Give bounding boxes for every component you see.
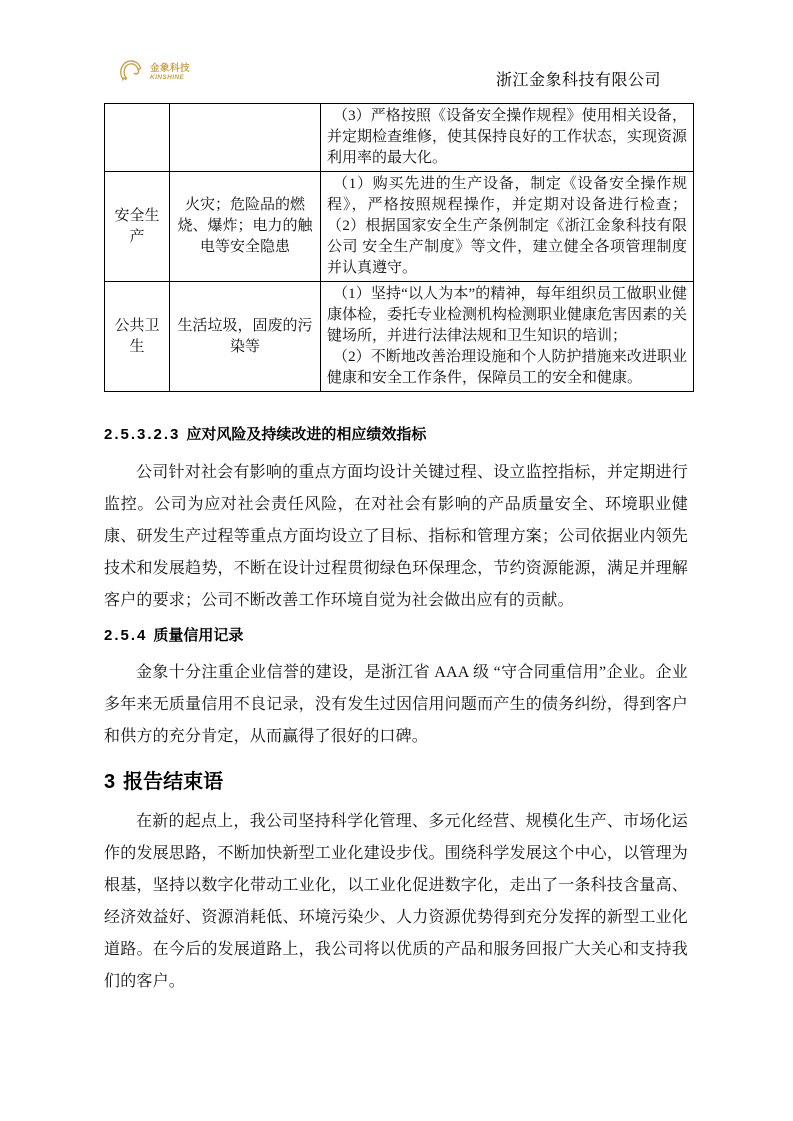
section-heading-2-5-3-2-3 — [104, 423, 688, 444]
logo-brand-en: KINSHINE — [150, 74, 185, 81]
measure-paragraph: （3）严格按照《设备安全操作规程》使用相关设备，并定期检查维修，使其保持良好的工作状态，实现资源利用率的最大化。 — [327, 108, 688, 166]
section-paragraph: 在新的起点上，我公司坚持科学化管理、多元化经营、规模化生产、市场化运作的发展思路，不断加快新型工业化建设步伐。围绕科学发展这个中心，以管理为根基，坚持以数字化带动工业化，以工业化促进数字化，走出了一条科技含量高、经济效益好、资源消耗低、环境污染少、人力资源优势得到充分发挥的新型工业化道路。在今后的发展道路上，我公司将以优质的产品和服务回报广大关心和支持我们的客户。 — [104, 813, 688, 990]
section-heading-2-5-4 — [104, 624, 688, 645]
measure-paragraph: （1）坚持“以人为本”的精神，每年组织员工做职业健康体检，委托专业检测机构检测职业健康危害因素的关键场所，并进行法律法规和卫生知识的培训； — [327, 286, 688, 344]
company-logo — [117, 55, 190, 90]
measure-paragraph: （2）不断地改善治理设施和个人防护措施来改进职业健康和安全工作条件，保障员工的安全和健康。 — [327, 349, 687, 386]
cell-measures — [321, 172, 694, 282]
page-header — [104, 52, 688, 90]
cell-category — [105, 104, 170, 172]
cell-category: 安全生产 — [105, 172, 170, 282]
section-paragraph: 公司针对社会有影响的重点方面均设计关键过程、设立监控指标，并定期进行监控。公司为应对社会责任风险，在对社会有影响的产品质量安全、环境职业健康、研发生产过程等重点方面均设立了目标、指标和管理方案；公司依据业内领先技术和发展趋势，不断在设计过程贯彻绿色环保理念，节约资源能源，满足并理解客户的要求；公司不断改善工作环境自觉为社会做出应有的贡献。 — [104, 464, 688, 609]
measure-paragraph: （1）购买先进的生产设备，制定《设备安全操作规程》，严格按照规程操作，并定期对设备进行检查； （2）根据国家安全生产条例制定《浙江金象科技有限公司 安全生产制度》等文件，建立健全各项管理制度并认真遵守。 — [327, 176, 687, 276]
cell-risk: 火灾；危险品的燃烧、爆炸；电力的触电等安全隐患 — [170, 172, 321, 282]
table-row — [105, 104, 694, 172]
logo-wordmark — [150, 64, 190, 82]
heading-number: 3 — [104, 771, 116, 793]
cell-category: 公共卫生 — [105, 282, 170, 392]
cell-risk — [170, 104, 321, 172]
elephant-logo-icon — [117, 55, 147, 90]
cell-measures — [321, 104, 694, 172]
heading-title: 报告结束语 — [123, 771, 224, 793]
section-heading-3 — [104, 765, 688, 794]
heading-number: 2.5.4 — [104, 627, 148, 644]
table-row — [105, 282, 694, 392]
cell-risk: 生活垃圾，固废的污染等 — [170, 282, 321, 392]
heading-number: 2.5.3.2.3 — [104, 426, 181, 443]
section-paragraph: 金象十分注重企业信誉的建设，是浙江省 AAA 级 “守合同重信用”企业。企业多年来无质量信用不良记录，没有发生过因信用问题而产生的债务纠纷，得到客户和供方的充分肯定，从而赢得了很好的口碑。 — [104, 664, 688, 745]
logo-brand-cn: 金象科技 — [150, 62, 191, 74]
header-company-name: 浙江金象科技有限公司 — [495, 72, 661, 89]
risk-measures-table — [104, 103, 694, 392]
cell-measures — [321, 282, 694, 392]
heading-title: 质量信用记录 — [153, 627, 244, 644]
table-row — [105, 172, 694, 282]
heading-title: 应对风险及持续改进的相应绩效指标 — [186, 426, 427, 443]
